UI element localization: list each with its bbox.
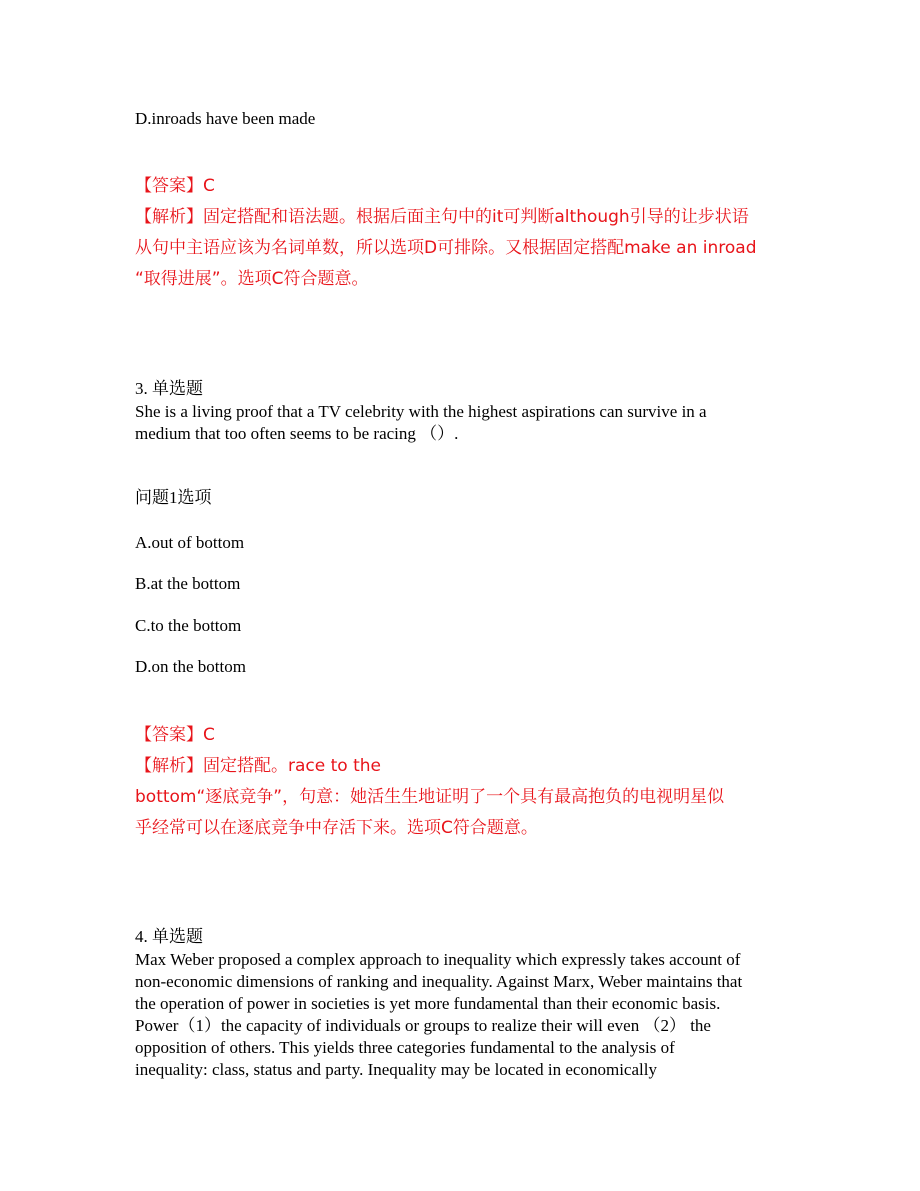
q3-option-b: B.at the bottom <box>135 574 241 593</box>
q3-question-line: medium that too often seems to be racing （）. <box>135 424 459 443</box>
q4-passage-line: non-economic dimensions of ranking and inequality. Against Marx, Weber maintains that <box>135 972 743 991</box>
q3-options-title: 问题1选项 <box>135 488 212 507</box>
q4-passage <box>135 949 815 1081</box>
q3-question-line: She is a living proof that a TV celebrity with the highest aspirations can survive in a <box>135 402 707 421</box>
q4-passage-line: the operation of power in societies is yet more fundamental than their economic basis. <box>135 994 721 1013</box>
q4-passage-line: Power（1）the capacity of individuals or groups to realize their will even （2） the <box>135 1016 711 1035</box>
q2-analysis-line: 【解析】固定搭配和语法题。根据后面主句中的it可判断although引导的让步状语 <box>135 207 749 227</box>
q3-analysis-line: bottom“逐底竞争”，句意：她活生生地证明了一个具有最高抱负的电视明星似 <box>135 787 725 807</box>
q3-analysis-line: 乎经常可以在逐底竞争中存活下来。选项C符合题意。 <box>135 818 538 838</box>
q4-passage-line: Max Weber proposed a complex approach to inequality which expressly takes account of <box>135 950 741 969</box>
q4-header: 4. 单选题 <box>135 927 203 946</box>
q2-answer: 【答案】C <box>135 176 215 196</box>
q3-option-c: C.to the bottom <box>135 616 242 635</box>
q2-option-d: D.inroads have been made <box>135 109 316 128</box>
q2-analysis-line: “取得进展”。选项C符合题意。 <box>135 269 369 289</box>
q3-analysis-line: 【解析】固定搭配。race to the <box>135 756 381 776</box>
q4-passage-line: inequality: class, status and party. Inequality may be located in economically <box>135 1060 657 1079</box>
q3-answer: 【答案】C <box>135 725 215 745</box>
q3-option-a: A.out of bottom <box>135 533 245 552</box>
q3-header: 3. 单选题 <box>135 379 203 398</box>
q2-analysis <box>135 202 815 295</box>
q2-analysis-line: 从句中主语应该为名词单数，所以选项D可排除。又根据固定搭配make an inroad <box>135 238 757 258</box>
q3-question <box>135 401 815 445</box>
q4-passage-line: opposition of others. This yields three categories fundamental to the analysis of <box>135 1038 675 1057</box>
q3-option-d: D.on the bottom <box>135 657 246 676</box>
q3-analysis <box>135 751 815 844</box>
